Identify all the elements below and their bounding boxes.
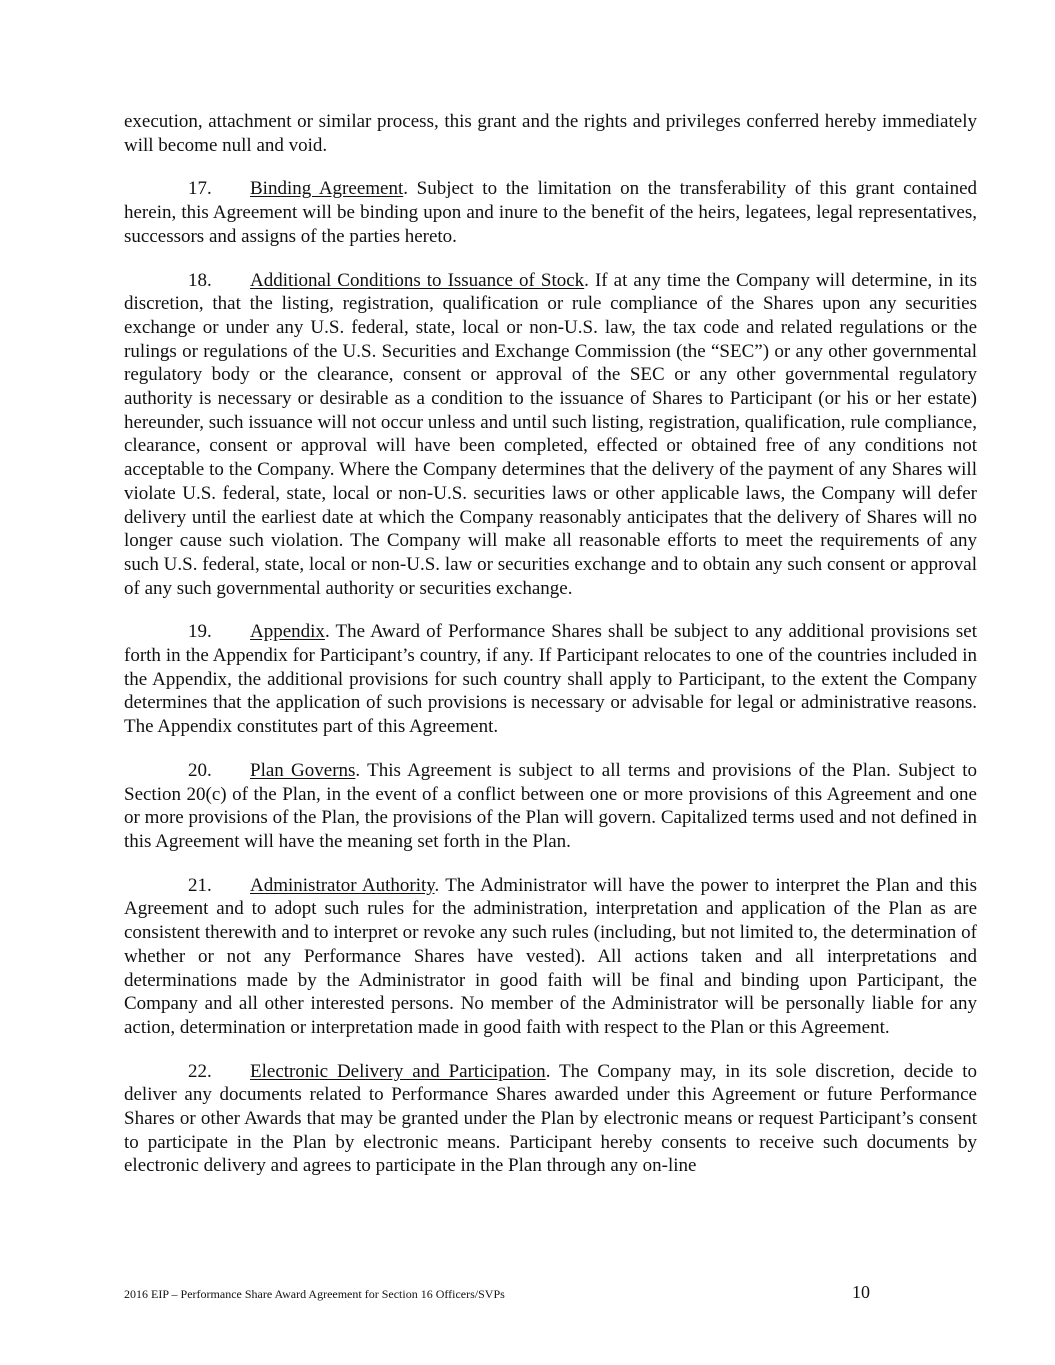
document-page xyxy=(124,110,977,1198)
section-17 xyxy=(124,177,977,248)
section-20 xyxy=(124,759,977,854)
page-number: 10 xyxy=(852,1282,870,1302)
section-heading: Plan Governs xyxy=(250,759,356,781)
section-number: 20. xyxy=(188,759,212,781)
section-22 xyxy=(124,1060,977,1179)
footer-text: 2016 EIP – Performance Share Award Agreement for Section 16 Officers/SVPs xyxy=(124,1287,505,1301)
section-heading: Administrator Authority xyxy=(250,874,435,896)
section-body: . Subject to the limitation on the transferability of this grant contained herein, this Agreement will be binding upon and inure to the benefit of the heirs, legatees, legal representatives, successors and assigns of the parties hereto. xyxy=(124,178,977,247)
section-19 xyxy=(124,620,977,739)
section-body: . The Company may, in its sole discretion, decide to deliver any documents related to Performance Shares awarded under this Agreement or future Performance Shares or other Awards that may be granted under the Plan by electronic means or request Participant’s consent to participate in the Plan by electronic means. Participant hereby consents to receive such documents by electronic delivery and agrees to participate in the Plan through any on-line xyxy=(124,1060,977,1177)
section-number: 22. xyxy=(188,1060,212,1082)
section-heading: Binding Agreement xyxy=(250,178,404,200)
section-heading: Electronic Delivery and Participation xyxy=(250,1060,546,1082)
section-21 xyxy=(124,874,977,1040)
section-heading: Appendix xyxy=(250,621,325,643)
continuation-paragraph: execution, attachment or similar process, this grant and the rights and privileges conferred hereby immediately will become null and void. xyxy=(124,111,977,156)
section-body: . If at any time the Company will determine, in its discretion, that the listing, registration, qualification or rule compliance of the Shares upon any securities exchange or under any U.S. federal, state, local or non-U.S. law, the tax code and related regulations or the rulings or regulations of the U.S. Securities and Exchange Commission (the “SEC”) or any other governmental regulatory body or the clearance, consent or approval of the SEC or any other governmental regulatory authority is necessary or desirable as a condition to the issuance of Shares to Participant (or his or her estate) hereunder, such issuance will not occur unless and until such listing, registration, qualification, rule compliance, clearance, consent or approval will have been completed, effected or obtained free of any conditions not acceptable to the Company. Where the Company determines that the delivery of the payment of any Shares will violate U.S. federal, state, local or non-U.S. securities laws or other applicable laws, the Company will defer delivery until the earliest date at which the Company reasonably anticipates that the delivery of Shares will no longer cause such violation. The Company will make all reasonable efforts to meet the requirements of any such U.S. federal, state, local or non-U.S. law or securities exchange and to obtain any such consent or approval of any such governmental authority or securities exchange. xyxy=(124,269,977,599)
section-number: 19. xyxy=(188,621,212,643)
section-body: . The Administrator will have the power to interpret the Plan and this Agreement and to adopt such rules for the administration, interpretation and application of the Plan as are consistent therewith and to interpret or revoke any such rules (including, but not limited to, the determination of whether or not any Performance Shares have vested). All actions taken and all interpretations and determinations made by the Administrator in good faith will be final and binding upon Participant, the Company and all other interested persons. No member of the Administrator will be personally liable for any action, determination or interpretation made in good faith with respect to the Plan or this Agreement. xyxy=(124,874,978,1038)
section-18 xyxy=(124,269,977,601)
section-body: . The Award of Performance Shares shall be subject to any additional provisions set forth in the Appendix for Participant’s country, if any. If Participant relocates to one of the countries included in the Appendix, the additional provisions for such country shall apply to Participant, to the extent the Company determines that the application of such provisions is necessary or advisable for legal or administrative reasons. The Appendix constitutes part of this Agreement. xyxy=(124,621,977,738)
section-number: 17. xyxy=(188,178,212,200)
section-number: 21. xyxy=(188,874,212,896)
section-number: 18. xyxy=(188,269,212,291)
section-heading: Additional Conditions to Issuance of Stock xyxy=(250,269,585,291)
section-body: . This Agreement is subject to all terms and provisions of the Plan. Subject to Section 20(c) of the Plan, in the event of a conflict between one or more provisions of this Agreement and one or more provisions of the Plan, the provisions of the Plan will govern. Capitalized terms used and not defined in this Agreement will have the meaning set forth in the Plan. xyxy=(124,759,977,852)
